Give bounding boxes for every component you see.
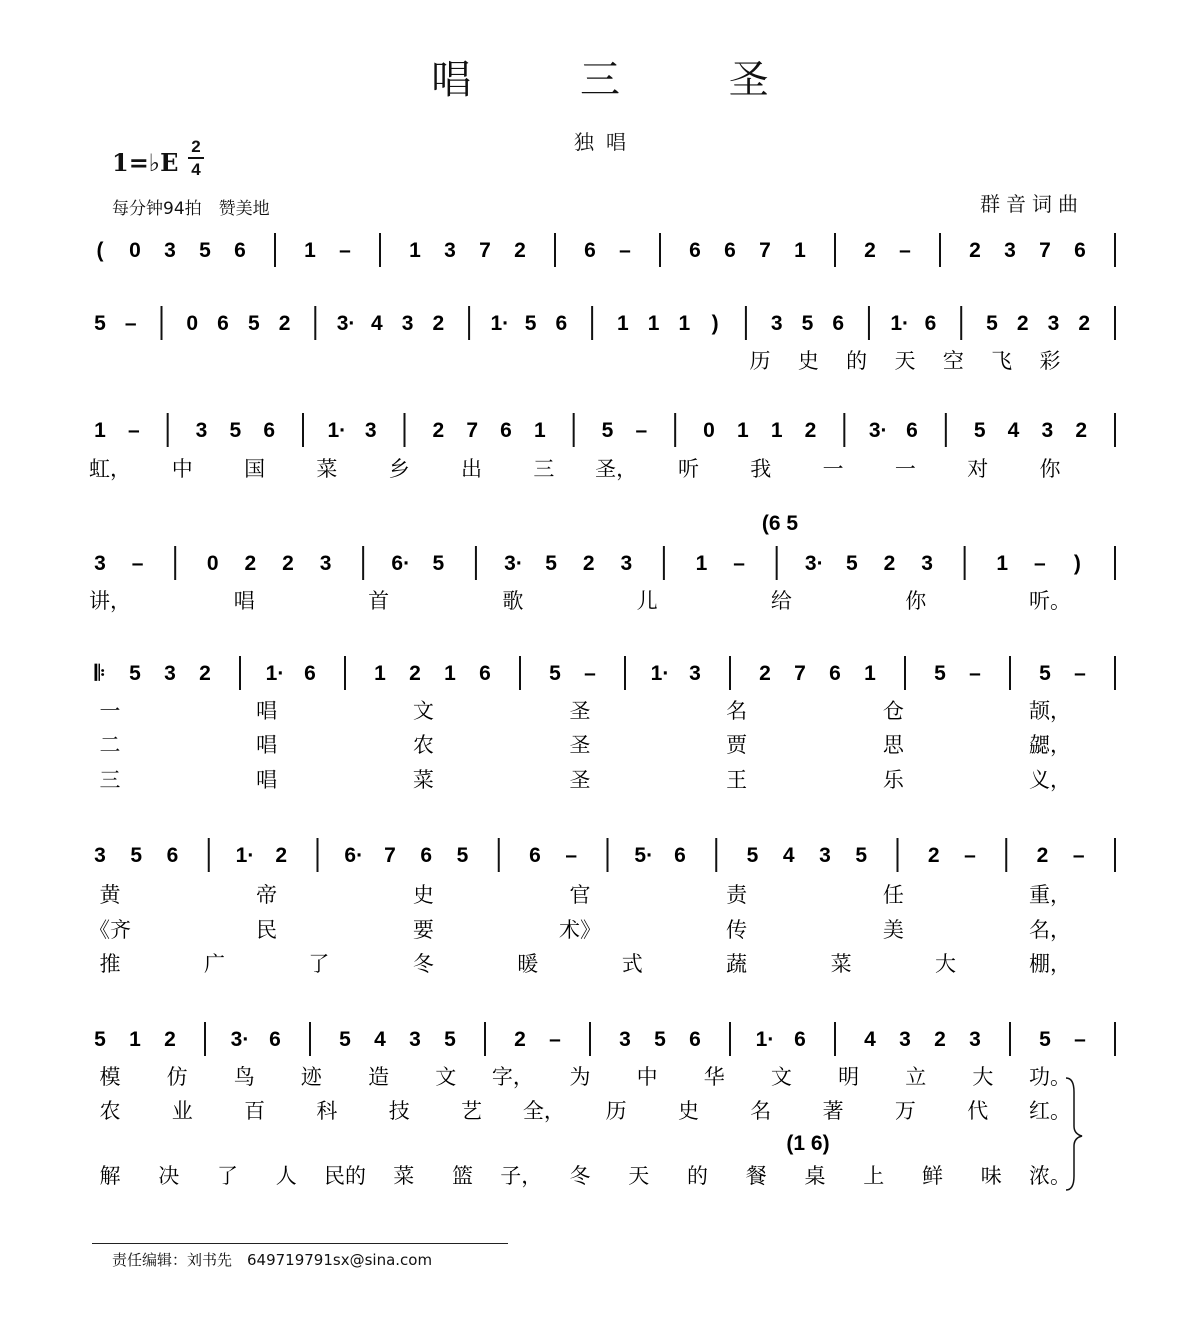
score-note: 5 xyxy=(94,312,106,335)
score-note: 6 xyxy=(724,239,736,262)
score-note: – xyxy=(969,662,981,685)
score-note: 1 xyxy=(444,662,456,685)
score-note: 3 xyxy=(899,1028,911,1051)
score-note: 𝄆 xyxy=(94,662,106,685)
lyric-syllable: 历 xyxy=(605,1099,627,1123)
score-note: – xyxy=(1033,552,1046,575)
score-note: – xyxy=(131,552,144,575)
lyric-syllable: 了 xyxy=(308,952,330,976)
lyric-syllable: 篮 xyxy=(452,1164,473,1188)
lyric-syllable: 圣 xyxy=(569,699,591,723)
score-note: 5· xyxy=(634,844,654,867)
lyric-syllable: 餐 xyxy=(745,1164,767,1188)
score-note: 2 xyxy=(278,312,291,335)
score-note: 1 xyxy=(129,1028,141,1051)
score-note: 7 xyxy=(479,239,491,262)
score-note: 7 xyxy=(1039,239,1051,262)
score-note: 3· xyxy=(804,552,824,575)
lyric-syllable: 万 xyxy=(894,1099,916,1123)
score-note: 6 xyxy=(263,419,276,442)
composer-credit: 群音词曲 xyxy=(980,192,1084,216)
score-note: 1 xyxy=(617,312,629,335)
score-note: 6 xyxy=(479,662,491,685)
score-note: 5 xyxy=(247,312,260,335)
lyric-syllable: 名 xyxy=(726,699,748,723)
score-note: 0 xyxy=(129,239,141,262)
lyric-syllable: 推 xyxy=(99,952,121,976)
lyric-syllable: 歌 xyxy=(502,589,524,613)
score-note: 6 xyxy=(689,1028,701,1051)
score-note: 1 xyxy=(736,419,749,442)
lyric-syllable: 圣 xyxy=(569,768,591,792)
lyric-syllable: 浓。 xyxy=(1029,1164,1071,1188)
score-note: 3 xyxy=(94,552,106,575)
score-note: 1 xyxy=(864,662,876,685)
score-note: 5 xyxy=(746,844,759,867)
lyric-syllable: 唱 xyxy=(256,733,278,757)
score-note: 3 xyxy=(164,662,176,685)
score-note: 6 xyxy=(500,419,512,442)
score-note: 5 xyxy=(601,419,614,442)
score-note: – xyxy=(1074,1028,1086,1051)
lyric-syllable: 桌 xyxy=(804,1164,826,1188)
editor-credit: 责任编辑：刘书先 649719791sx@sina.com xyxy=(112,1251,433,1269)
score-note: 6 xyxy=(166,844,179,867)
lyric-syllable: 技 xyxy=(388,1099,410,1123)
score-note: 5 xyxy=(524,312,537,335)
score-note: 6 xyxy=(217,312,229,335)
lyric-syllable: 天 xyxy=(628,1164,650,1188)
lyric-syllable: 出 xyxy=(461,457,483,481)
score-note: 2 xyxy=(282,552,294,575)
lyric-syllable: 历 xyxy=(749,349,771,373)
score-note: 5 xyxy=(654,1028,666,1051)
lyric-syllable: 红。 xyxy=(1029,1099,1071,1123)
lyric-syllable: 唱 xyxy=(233,589,255,613)
lyric-syllable: 史 xyxy=(412,883,434,907)
score-note: 1 xyxy=(533,419,546,442)
lyric-syllable: 暖 xyxy=(517,952,539,976)
score-note: 6 xyxy=(906,419,918,442)
lyric-syllable: 讲， xyxy=(89,589,131,613)
lyric-syllable: 一 xyxy=(894,457,916,481)
lyric-syllable: 科 xyxy=(316,1099,338,1123)
score-note: 6 xyxy=(829,662,841,685)
score-note: 1 xyxy=(409,239,421,262)
lyric-syllable: 蔬 xyxy=(726,952,748,976)
lyric-syllable: 乡 xyxy=(388,457,410,481)
lyric-syllable: 官 xyxy=(569,883,591,907)
score-note: 6 xyxy=(269,1028,281,1051)
score-note: 5 xyxy=(549,662,561,685)
lyric-syllable: 广 xyxy=(203,952,225,976)
lyric-syllable: 明 xyxy=(838,1065,860,1089)
lyric-syllable: 一 xyxy=(99,699,121,723)
score-note: 2 xyxy=(927,844,940,867)
score-note: 0 xyxy=(206,552,219,575)
lyric-syllable: 仿 xyxy=(166,1065,188,1089)
lyric-syllable: 责 xyxy=(726,883,748,907)
lyric-syllable: 听。 xyxy=(1029,589,1071,613)
lyric-syllable: 美 xyxy=(882,918,904,942)
score-note: 3 xyxy=(195,419,208,442)
lyric-syllable: 帝 xyxy=(256,883,278,907)
lyric-syllable: 史 xyxy=(677,1099,699,1123)
score-note: 1 xyxy=(374,662,386,685)
score-note: 2 xyxy=(432,312,445,335)
lyric-syllable: 民 xyxy=(256,918,278,942)
score-note: 6 xyxy=(234,239,246,262)
score-note: 1· xyxy=(650,662,670,685)
score-note: 3 xyxy=(319,552,332,575)
performance-type: 独唱 xyxy=(574,130,638,154)
score-note: 2 xyxy=(1036,844,1049,867)
score-note: – xyxy=(124,312,137,335)
score-note: 5 xyxy=(986,312,998,335)
score-note: – xyxy=(565,844,578,867)
score-note: 7 xyxy=(759,239,771,262)
lyric-syllable: 王 xyxy=(726,768,748,792)
lyric-syllable: 代 xyxy=(967,1099,989,1123)
score-note: 2 xyxy=(804,419,817,442)
score-note: 6 xyxy=(689,239,701,262)
lyric-syllable: 给 xyxy=(770,589,792,613)
score-note: 3 xyxy=(819,844,831,867)
score-note: 2 xyxy=(164,1028,176,1051)
lyric-syllable: 百 xyxy=(244,1099,266,1123)
lyric-syllable: 贾 xyxy=(726,733,748,757)
lyric-syllable: 思 xyxy=(882,733,904,757)
lyric-syllable: 名 xyxy=(750,1099,772,1123)
score-note: 2 xyxy=(199,662,211,685)
score-note: 5 xyxy=(973,419,986,442)
score-note: 5 xyxy=(444,1028,456,1051)
lyric-syllable: 中 xyxy=(171,457,193,481)
score-note: 3 xyxy=(401,312,414,335)
lyric-syllable: 我 xyxy=(750,457,772,481)
lyric-syllable: 菜 xyxy=(393,1164,415,1188)
lyric-syllable: 民的 xyxy=(324,1164,366,1188)
score-note: 6 xyxy=(794,1028,806,1051)
lyric-syllable: 业 xyxy=(171,1099,193,1123)
lyric-syllable: 全， xyxy=(522,1099,565,1123)
lyric-syllable: 解 xyxy=(99,1164,121,1188)
lyric-syllable: 鸟 xyxy=(233,1065,255,1089)
score-note: 2 xyxy=(432,419,445,442)
lyric-syllable: 中 xyxy=(636,1065,658,1089)
lyric-syllable: 《齐 xyxy=(89,918,131,942)
score-note: 3 xyxy=(770,312,783,335)
score-note: 6 xyxy=(674,844,686,867)
lyric-syllable: 唱 xyxy=(256,699,278,723)
lyric-syllable: 冬 xyxy=(412,952,434,976)
lyric-syllable: 鲜 xyxy=(922,1164,943,1188)
score-note: 3 xyxy=(1041,419,1054,442)
score-note: – xyxy=(339,239,351,262)
score-note: 1· xyxy=(490,312,510,335)
lyric-syllable: 冬 xyxy=(569,1164,591,1188)
score-note: 2 xyxy=(934,1028,946,1051)
lyric-syllable: 棚， xyxy=(1029,952,1071,976)
score-note: 3 xyxy=(620,552,633,575)
score-note: 7 xyxy=(466,419,479,442)
lyric-syllable: 圣， xyxy=(595,457,638,481)
score-note: 6 xyxy=(304,662,316,685)
footer-rule xyxy=(92,1243,508,1244)
lyric-syllable: 了 xyxy=(217,1164,238,1188)
score-note: 5 xyxy=(801,312,814,335)
score-note: 5 xyxy=(934,662,946,685)
score-note: 6 xyxy=(555,312,568,335)
song-title: 唱 三 圣 xyxy=(431,57,817,103)
score-note: 2 xyxy=(969,239,981,262)
score-note: 5 xyxy=(846,552,858,575)
score-note: 1 xyxy=(647,312,660,335)
score-note: ) xyxy=(1073,552,1081,575)
score-note: 1· xyxy=(265,662,285,685)
score-note: 1 xyxy=(695,552,708,575)
lyric-syllable: 艺 xyxy=(461,1099,483,1123)
lyric-syllable: 的 xyxy=(687,1164,708,1188)
ornament-notes: (1 6) xyxy=(786,1132,830,1155)
score-note: 3 xyxy=(364,419,377,442)
score-note: 4 xyxy=(782,844,795,867)
score-note: 1· xyxy=(890,312,910,335)
score-note: – xyxy=(1074,662,1086,685)
score-note: 3· xyxy=(336,312,356,335)
score-note: 1· xyxy=(327,419,347,442)
score-note: 4 xyxy=(864,1028,876,1051)
score-note: 6 xyxy=(529,844,541,867)
lyric-syllable: 菜 xyxy=(412,768,434,792)
score-note: 1 xyxy=(94,419,106,442)
lyric-syllable: 儿 xyxy=(636,589,658,613)
lyric-syllable: 首 xyxy=(368,589,390,613)
lyric-syllable: 味 xyxy=(980,1164,1002,1188)
score-note: 6 xyxy=(832,312,845,335)
lyric-syllable: 传 xyxy=(726,918,748,942)
lyric-syllable: 飞 xyxy=(991,349,1013,373)
score-note: – xyxy=(1072,844,1085,867)
lyric-syllable: 农 xyxy=(99,1099,121,1123)
lyric-syllable: 一 xyxy=(822,457,844,481)
score-note: 3 xyxy=(689,662,701,685)
score-note: 1· xyxy=(235,844,255,867)
lyric-syllable: 人 xyxy=(275,1164,297,1188)
lyric-syllable: 三 xyxy=(99,768,121,792)
lyric-syllable: 三 xyxy=(533,457,555,481)
time-signature-bottom: 4 xyxy=(188,157,204,180)
score-note: 2 xyxy=(514,239,526,262)
lyric-syllable: 的 xyxy=(846,349,868,373)
tempo-marking: 每分钟94拍 赞美地 xyxy=(112,199,270,219)
score-note: 3 xyxy=(1004,239,1016,262)
score-note: 0 xyxy=(703,419,715,442)
score-note: ( xyxy=(96,239,104,262)
lyric-syllable: 你 xyxy=(905,589,927,613)
ornament-notes: (6 5 xyxy=(761,512,799,535)
score-note: 5 xyxy=(339,1028,351,1051)
score-note: 6 xyxy=(584,239,596,262)
score-note: 2 xyxy=(244,552,257,575)
score-note: 4 xyxy=(370,312,383,335)
lyric-syllable: 式 xyxy=(621,952,643,976)
lyric-syllable: 为 xyxy=(569,1065,591,1089)
score-note: 0 xyxy=(186,312,199,335)
score-note: 5 xyxy=(1039,662,1051,685)
score-note: 2 xyxy=(759,662,771,685)
lyric-syllable: 华 xyxy=(703,1065,725,1089)
score-note: 4 xyxy=(374,1028,386,1051)
score-note: 3 xyxy=(1047,312,1060,335)
lyric-syllable: 圣 xyxy=(569,733,591,757)
score-note: 5 xyxy=(129,662,141,685)
score-note: 3 xyxy=(921,552,933,575)
lyric-syllable: 农 xyxy=(412,733,434,757)
score-note: 5 xyxy=(855,844,868,867)
lyric-syllable: 你 xyxy=(1039,457,1061,481)
score-note: 6· xyxy=(391,552,411,575)
lyric-syllable: 模 xyxy=(99,1065,121,1089)
lyric-syllable: 造 xyxy=(368,1065,390,1089)
score-note: 3 xyxy=(619,1028,631,1051)
lyric-syllable: 听 xyxy=(677,457,699,481)
score-note: 2 xyxy=(883,552,896,575)
lyric-syllable: 文 xyxy=(435,1065,457,1089)
score-note: 3 xyxy=(409,1028,421,1051)
lyric-syllable: 彩 xyxy=(1039,349,1061,373)
lyric-syllable: 任 xyxy=(882,883,904,907)
lyric-syllable: 立 xyxy=(905,1065,927,1089)
score-note: 3 xyxy=(969,1028,981,1051)
lyric-syllable: 虹， xyxy=(89,457,131,481)
score-note: 3 xyxy=(164,239,176,262)
score-note: 5 xyxy=(130,844,143,867)
score-note: 5 xyxy=(545,552,557,575)
score-note: 6 xyxy=(1074,239,1086,262)
score-note: 5 xyxy=(456,844,469,867)
score-note: 5 xyxy=(1039,1028,1051,1051)
lyric-syllable: 仓 xyxy=(882,699,904,723)
lyric-syllable: 名， xyxy=(1029,918,1071,942)
lyric-syllable: 天 xyxy=(894,349,916,373)
score-note: 5 xyxy=(94,1028,106,1051)
score-note: 7 xyxy=(794,662,806,685)
lyric-syllable: 要 xyxy=(412,918,434,942)
lyric-syllable: 字， xyxy=(491,1065,534,1089)
score-note: 1 xyxy=(304,239,316,262)
lyric-syllable: 菜 xyxy=(830,952,852,976)
lyric-syllable: 文 xyxy=(412,699,434,723)
lyric-syllable: 决 xyxy=(158,1164,180,1188)
score-note: – xyxy=(619,239,631,262)
lyric-syllable: 乐 xyxy=(882,768,904,792)
lyric-syllable: 上 xyxy=(863,1164,885,1188)
score-note: 5 xyxy=(199,239,211,262)
score-note: 1 xyxy=(794,239,806,262)
lyric-syllable: 勰， xyxy=(1029,733,1071,757)
lyric-syllable: 颉， xyxy=(1029,699,1071,723)
lyric-syllable: 国 xyxy=(244,457,266,481)
lyric-syllable: 迹 xyxy=(300,1065,322,1089)
score-note: 1 xyxy=(770,419,783,442)
score-note: – xyxy=(127,419,140,442)
score-note: – xyxy=(733,552,745,575)
lyric-syllable: 二 xyxy=(99,733,121,757)
score-note: 2 xyxy=(409,662,421,685)
lyric-syllable: 著 xyxy=(822,1099,844,1123)
score-note: 2 xyxy=(275,844,288,867)
score-note: – xyxy=(549,1028,561,1051)
score-note: 2 xyxy=(1078,312,1091,335)
lyric-syllable: 功。 xyxy=(1029,1065,1071,1089)
score-note: – xyxy=(635,419,648,442)
lyric-syllable: 史 xyxy=(797,349,819,373)
score-note: 1 xyxy=(678,312,691,335)
score-note: ) xyxy=(711,312,719,335)
score-note: 6 xyxy=(924,312,937,335)
score-note: 1· xyxy=(755,1028,775,1051)
score-note: 4 xyxy=(1007,419,1020,442)
score-note: – xyxy=(964,844,976,867)
lyric-syllable: 菜 xyxy=(316,457,338,481)
score-note: 6· xyxy=(344,844,364,867)
lyric-syllable: 大 xyxy=(935,952,957,976)
score-note: 5 xyxy=(229,419,242,442)
lyric-syllable: 对 xyxy=(967,457,989,481)
lyric-syllable: 文 xyxy=(770,1065,792,1089)
score-note: 2 xyxy=(514,1028,526,1051)
score-note: 3· xyxy=(868,419,888,442)
lyric-syllable: 空 xyxy=(942,349,964,373)
score-note: 3· xyxy=(230,1028,250,1051)
score-note: 7 xyxy=(384,844,396,867)
score-note: 5 xyxy=(432,552,445,575)
lyric-syllable: 黄 xyxy=(99,883,121,907)
lyric-syllable: 术》 xyxy=(559,918,601,942)
lyric-syllable: 义， xyxy=(1029,768,1071,792)
score-note: 3· xyxy=(504,552,523,575)
time-signature-top: 2 xyxy=(191,137,201,156)
lyric-syllable: 唱 xyxy=(256,768,278,792)
score-note: 6 xyxy=(420,844,433,867)
score-note: 2 xyxy=(1016,312,1029,335)
score-note: 3 xyxy=(444,239,456,262)
score-note: 1 xyxy=(996,552,1009,575)
score-note: – xyxy=(584,662,596,685)
key-signature: 1=♭E xyxy=(112,148,179,177)
score-note: 2 xyxy=(1075,419,1088,442)
score-note: 2 xyxy=(864,239,876,262)
lyric-syllable: 重， xyxy=(1029,883,1071,907)
score-note: 2 xyxy=(582,552,595,575)
score-note: – xyxy=(899,239,911,262)
lyric-syllable: 大 xyxy=(972,1065,994,1089)
score-note: 3 xyxy=(94,844,106,867)
lyric-syllable: 子， xyxy=(500,1164,543,1188)
